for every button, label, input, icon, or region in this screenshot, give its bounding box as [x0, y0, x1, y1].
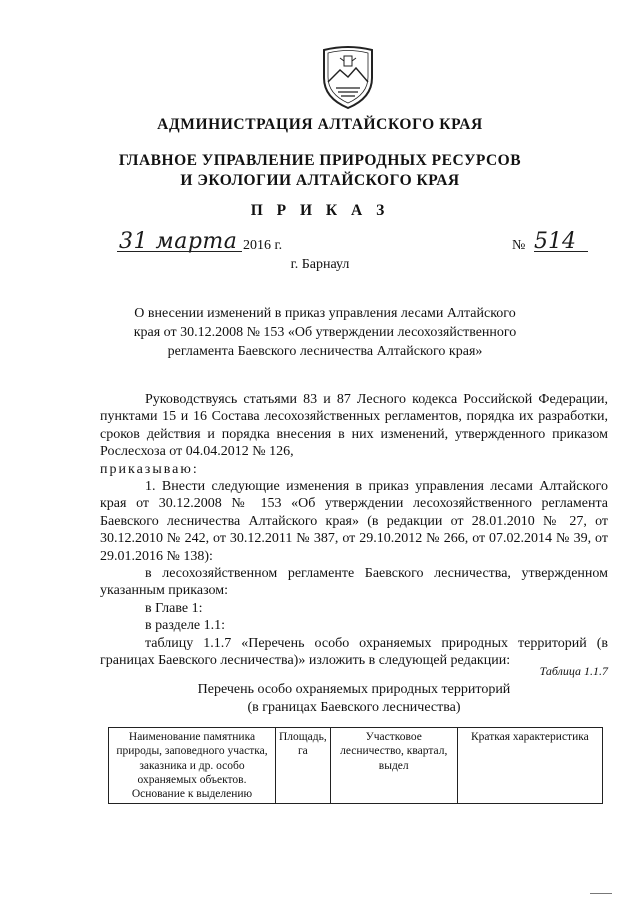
paragraph-table-change: таблицу 1.1.7 «Перечень особо охраняемых природных территорий (в границах Баевского лесничества)» изложить в следующей редакции:	[100, 635, 608, 669]
header-description: Краткая характеристика	[457, 728, 602, 804]
handwritten-number: 514	[534, 229, 576, 254]
protected-territories-table	[108, 727, 603, 804]
table-caption: Таблица 1.1.7	[539, 664, 608, 678]
handwritten-date: 31 марта	[119, 229, 238, 254]
department-title	[0, 151, 640, 191]
paragraph-section: в разделе 1.1:	[145, 618, 226, 634]
date-underline	[117, 251, 242, 252]
administration-title: АДМИНИСТРАЦИЯ АЛТАЙСКОГО КРАЯ	[157, 116, 483, 133]
department-title-line2: И ЭКОЛОГИИ АЛТАЙСКОГО КРАЯ	[180, 172, 460, 189]
subject-line1: О внесении изменений в приказ управления лесами Алтайского	[134, 306, 516, 321]
paragraph-legal-basis: Руководствуясь статьями 83 и 87 Лесного кодекса Российской Федерации, пунктами 15 и 16 Состава лесохозяйственных регламентов, порядка их разработки, сроков действия и порядка внесения в них изменений, утвержденного приказом Рослесхоза от 04.04.2012 № 126,	[100, 392, 608, 460]
number-underline	[534, 251, 588, 252]
subject-line2: края от 30.12.2008 № 153 «Об утверждении лесохозяйственного	[133, 325, 517, 340]
header-forestry: Участковое лесничество, квартал, выдел	[330, 728, 457, 804]
paragraph-chapter: в Главе 1:	[145, 600, 203, 616]
order-subject	[125, 304, 525, 361]
header-name: Наименование памятника природы, заповедного участка, заказника и др. особо охраняемых объектов. Основание к выделению	[109, 728, 276, 804]
number-sign: №	[512, 238, 526, 253]
order-date	[117, 229, 307, 257]
footer-mark	[590, 893, 612, 894]
paragraph-regulation: в лесохозяйственном регламенте Баевского лесничества, утвержденном указанным приказом:	[100, 566, 608, 599]
table-header-row	[109, 728, 603, 804]
paragraph-amendment: 1. Внести следующие изменения в приказ управления лесами Алтайского края от 30.12.2008 № 153 «Об утверждении лесохозяйственного регламента Баевского лесничества Алтайского края» (в редакции от 28.01.2010 № 27, от 30.12.2010 № 242, от 30.12.2011 № 387, от 29.10.2012 № 266, от 07.02.2014 № 39, от 29.01.2016 № 138):	[100, 479, 608, 564]
date-year: 2016 г.	[243, 238, 283, 253]
department-title-line1: ГЛАВНОЕ УПРАВЛЕНИЕ ПРИРОДНЫХ РЕСУРСОВ	[118, 152, 522, 169]
table-title	[100, 681, 608, 717]
document-type: П Р И К А З	[250, 202, 390, 219]
order-number	[512, 229, 592, 257]
subject-line3: регламента Баевского лесничества Алтайского края»	[167, 344, 483, 359]
coat-of-arms-emblem	[318, 44, 378, 110]
header-area: Площадь, га	[276, 728, 331, 804]
table-title-line2: (в границах Баевского лесничества)	[247, 700, 461, 715]
order-body	[100, 391, 608, 670]
city: г. Барнаул	[290, 257, 350, 272]
table-title-line1: Перечень особо охраняемых природных территорий	[197, 682, 511, 697]
order-word: приказываю:	[100, 461, 199, 477]
